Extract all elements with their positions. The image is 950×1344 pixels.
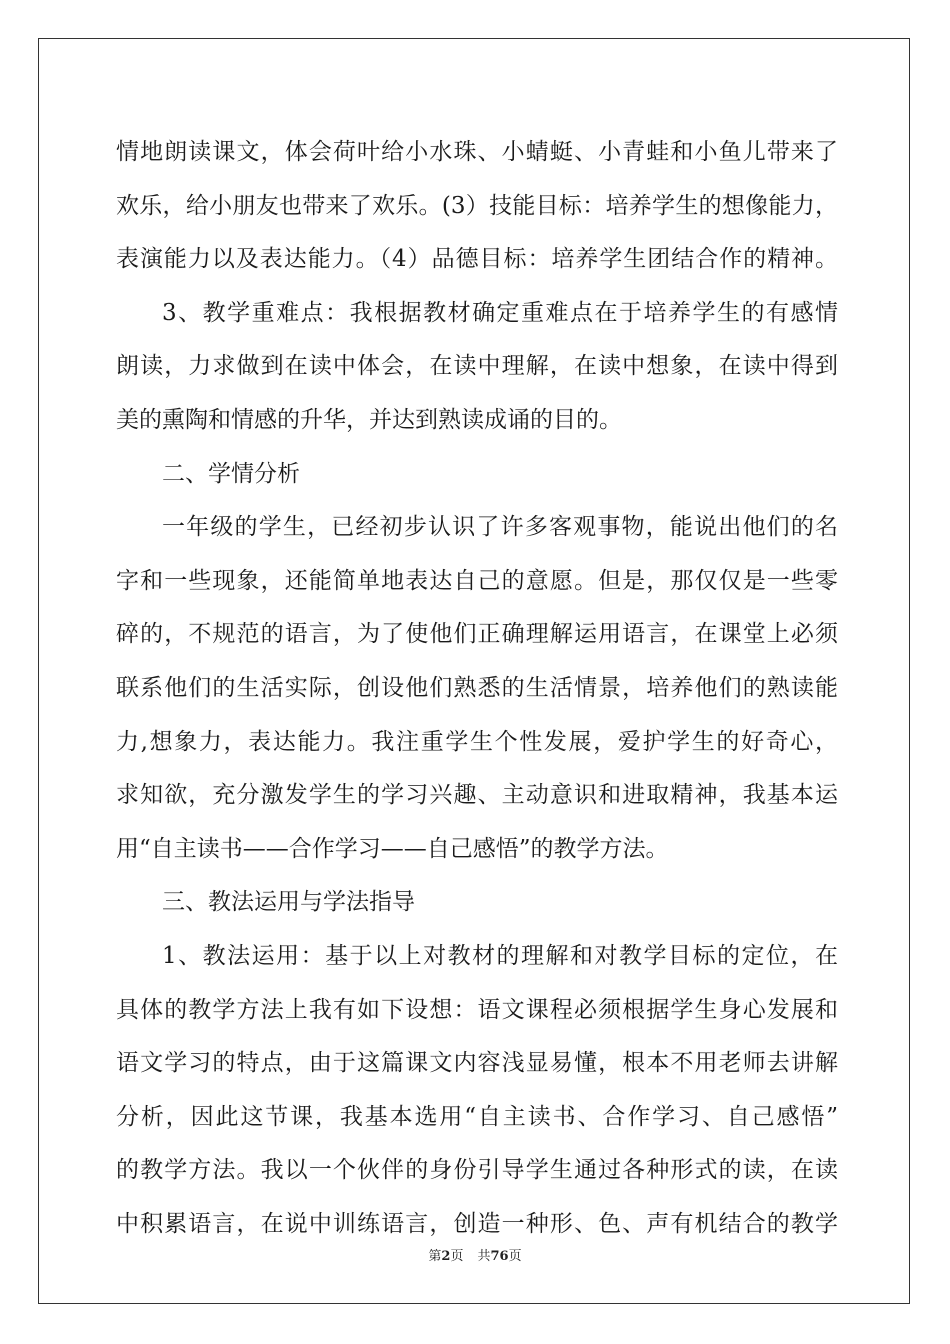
text-line: 表演能力以及表达能力。（4）品德目标：培养学生团结合作的精神。: [116, 246, 838, 273]
text-line: 语文学习的特点，由于这篇课文内容浅显易懂，根本不用老师去讲解: [116, 1050, 838, 1077]
text-line: 求知欲，充分激发学生的学习兴趣、主动意识和进取精神，我基本运: [116, 782, 838, 809]
text-line: 中积累语言，在说中训练语言，创造一种形、色、声有机结合的教学: [116, 1210, 838, 1237]
page-suffix: 页: [450, 1249, 464, 1264]
text-line: 3、教学重难点：我根据教材确定重难点在于培养学生的有感情: [162, 299, 838, 326]
page-prefix: 第: [428, 1249, 442, 1264]
total-pages: 76: [490, 1249, 509, 1264]
text-line: 情地朗读课文，体会荷叶给小水珠、小蜻蜓、小青蛙和小鱼儿带来了: [116, 139, 838, 165]
section-heading: 三、教法运用与学法指导: [162, 889, 415, 916]
text-line: 联系他们的生活实际，创设他们熟悉的生活情景，培养他们的熟读能: [116, 674, 838, 701]
text-line: 一年级的学生，已经初步认识了许多客观事物，能说出他们的名: [162, 514, 838, 541]
text-line: 碎的，不规范的语言，为了使他们正确理解运用语言，在课堂上必须: [116, 621, 838, 648]
text-line: 1、教法运用：基于以上对教材的理解和对教学目标的定位，在: [162, 942, 838, 969]
text-line: 字和一些现象，还能简单地表达自己的意愿。但是，那仅仅是一些零: [116, 567, 838, 594]
text-line: 欢乐，给小朋友也带来了欢乐。(3）技能目标：培养学生的想像能力，: [116, 192, 838, 219]
text-line: 的教学方法。我以一个伙伴的身份引导学生通过各种形式的读，在读: [116, 1157, 838, 1184]
total-suffix: 页: [508, 1249, 522, 1264]
text-line: 分析，因此这节课，我基本选用“自主读书、合作学习、自己感悟”: [116, 1103, 838, 1130]
text-line: 具体的教学方法上我有如下设想：语文课程必须根据学生身心发展和: [116, 996, 838, 1023]
page-number: 2: [441, 1249, 451, 1264]
document-body: [116, 126, 838, 1251]
text-line: 朗读，力求做到在读中体会，在读中理解，在读中想象，在读中得到: [116, 353, 838, 380]
text-line: 用“自主读书——合作学习——自己感悟”的教学方法。: [116, 835, 669, 862]
text-line: 力,想象力，表达能力。我注重学生个性发展，爱护学生的好奇心，: [116, 728, 838, 755]
text-line: 美的熏陶和情感的升华，并达到熟读成诵的目的。: [116, 406, 622, 433]
page-footer: [0, 1245, 950, 1264]
total-prefix: 共: [477, 1249, 491, 1264]
section-heading: 二、学情分析: [162, 460, 300, 487]
